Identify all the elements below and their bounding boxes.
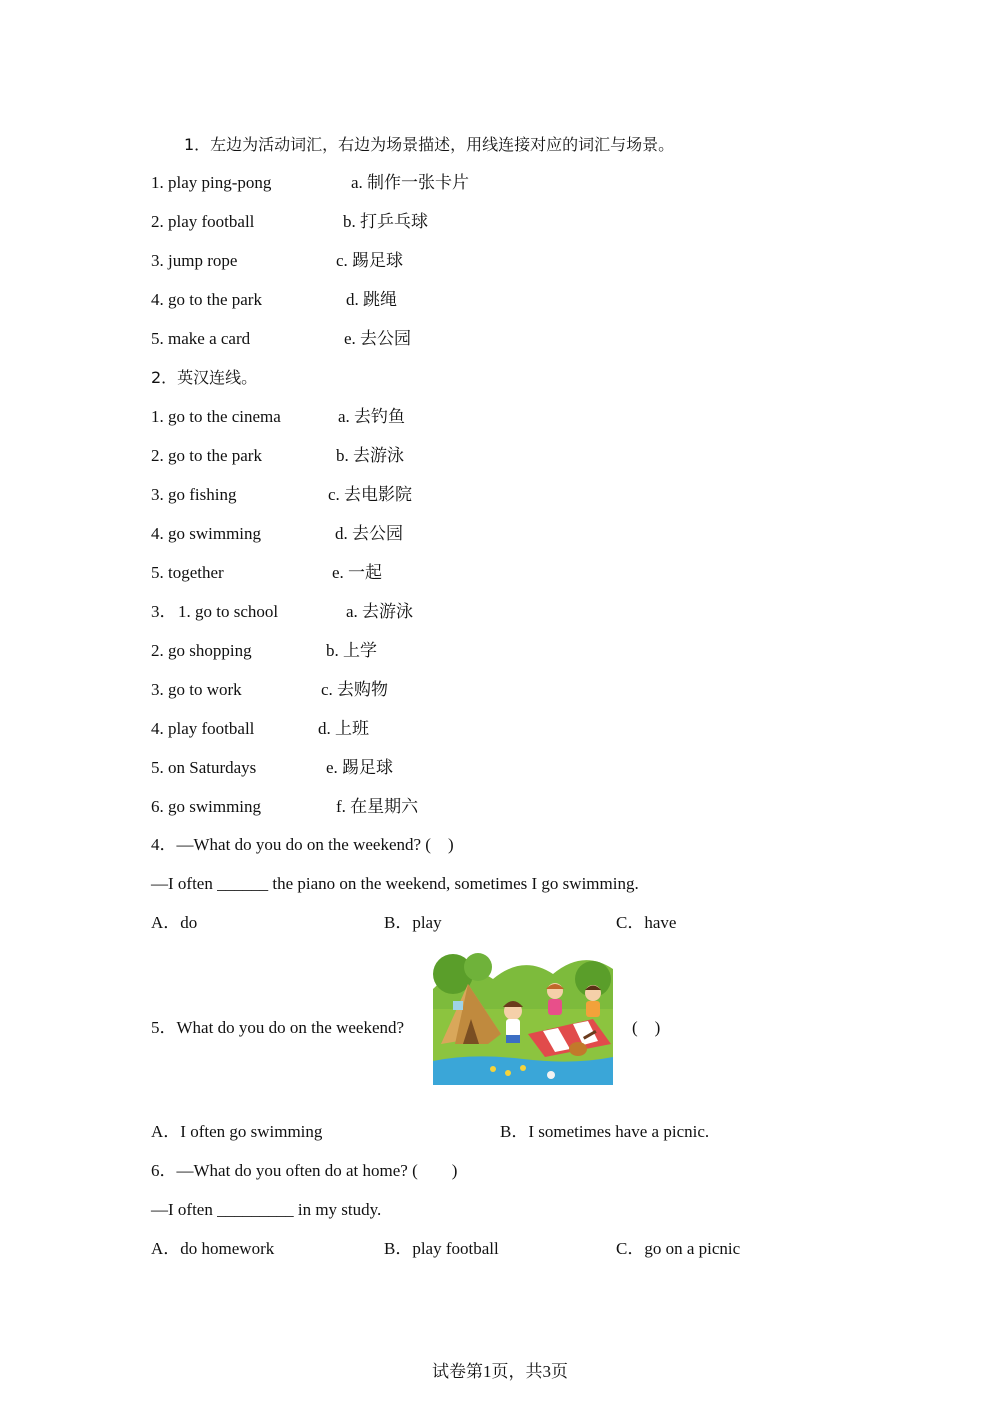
q3-right-d: d. 上班 [318,719,369,738]
q1-left-4: 4. go to the park [151,290,262,309]
q3-right-b: b. 上学 [326,641,377,660]
q1-left-5: 5. make a card [151,329,251,348]
q3-left-1: 1. go to school [178,602,279,621]
q3-number: 3． [151,602,177,621]
q6-option-c: C．go on a picnic [616,1239,741,1258]
q4-option-b: B．play [384,913,442,932]
q5-question: 5．What do you do on the weekend? [151,1018,405,1037]
q3-right-c: c. 去购物 [321,680,389,699]
q5-option-a: A．I often go swimming [151,1122,323,1141]
q6-option-b: B．play football [384,1239,499,1258]
q2-left-5: 5. together [151,563,224,582]
picnic-illustration [433,949,613,1085]
q3-left-4: 4. play football [151,719,255,738]
q1-right-d: d. 跳绳 [346,290,397,309]
q2-left-3: 3. go fishing [151,485,237,504]
q2-right-b: b. 去游泳 [336,446,404,465]
q1-right-e: e. 去公园 [344,329,412,348]
q1-right-b: b. 打乒乓球 [343,212,428,231]
q6-answer-line: —I often _________ in my study. [151,1200,382,1219]
q1-right-c: c. 踢足球 [336,251,404,270]
q4-option-a: A．do [151,913,198,932]
q3-right-e: e. 踢足球 [326,758,394,777]
q4-answer-line: —I often ______ the piano on the weekend, sometimes I go swimming. [151,874,639,893]
q3-right-a: a. 去游泳 [346,602,414,621]
q3-left-2: 2. go shopping [151,641,252,660]
q6-option-a: A．do homework [151,1239,275,1258]
q1-right-a: a. 制作一张卡片 [351,173,470,192]
q6-question: 6．—What do you often do at home? ( ) [151,1161,458,1180]
q3-right-f: f. 在星期六 [336,797,419,816]
q1-left-1: 1. play ping-pong [151,173,272,192]
q2-right-e: e. 一起 [332,563,383,582]
q2-title: 2．英汉连线。 [151,368,258,387]
q2-right-a: a. 去钓鱼 [338,407,406,426]
q5-bracket: ( ) [632,1018,661,1037]
q1-left-3: 3. jump rope [151,251,238,270]
q3-left-5: 5. on Saturdays [151,758,257,777]
q2-left-1: 1. go to the cinema [151,407,281,426]
q5-option-b: B．I sometimes have a picnic. [500,1122,710,1141]
page-footer: 试卷第1页，共3页 [432,1362,568,1381]
q2-right-c: c. 去电影院 [328,485,413,504]
q4-option-c: C．have [616,913,677,932]
q2-left-2: 2. go to the park [151,446,262,465]
q1-left-2: 2. play football [151,212,255,231]
q2-right-d: d. 去公园 [335,524,403,543]
q3-left-6: 6. go swimming [151,797,262,816]
q2-left-4: 4. go swimming [151,524,262,543]
q3-left-3: 3. go to work [151,680,242,699]
q1-title: 1．左边为活动词汇，右边为场景描述，用线连接对应的词汇与场景。 [184,135,675,154]
q4-question: 4．—What do you do on the weekend? ( ) [151,835,454,854]
